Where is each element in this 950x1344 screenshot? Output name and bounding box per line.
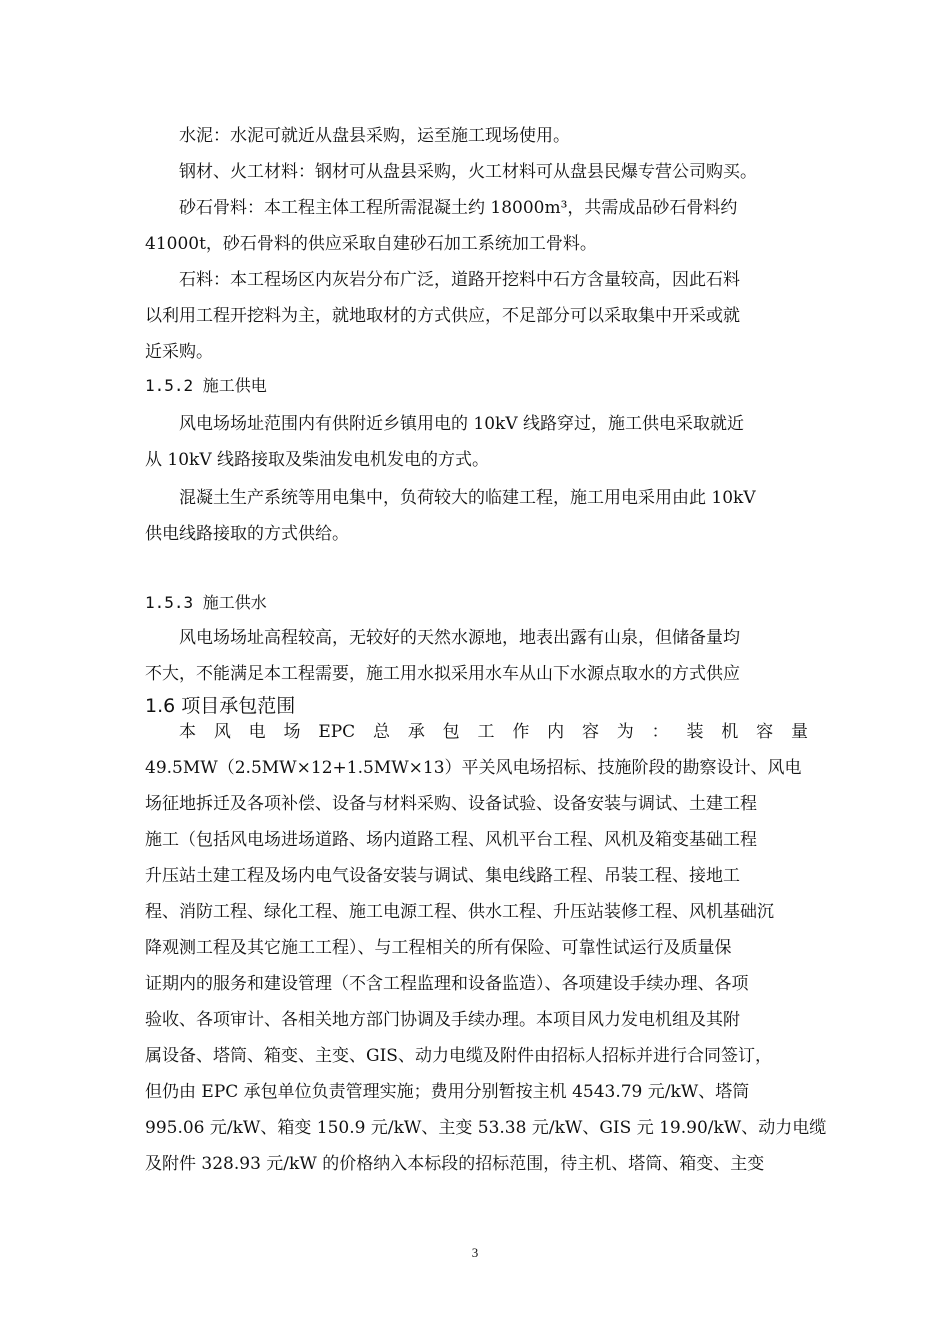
text-line: 场征地拆迁及各项补偿、设备与材料采购、设备试验、设备安装与调试、土建工程 <box>145 794 757 814</box>
text-line: 混凝土生产系统等用电集中，负荷较大的临建工程，施工用电采用由此 10kV <box>179 488 756 508</box>
text-line: 供电线路接取的方式供给。 <box>145 524 349 544</box>
text-line: 钢材、火工材料：钢材可从盘县采购，火工材料可从盘县民爆专营公司购买。 <box>179 162 757 182</box>
heading-1-5-3: 1.5.3 施工供水 <box>145 593 267 612</box>
justified-word: 包 <box>442 722 460 742</box>
text-line: 施工（包括风电场进场道路、场内道路工程、风机平台工程、风机及箱变基础工程 <box>145 830 757 850</box>
text-line: 降观测工程及其它施工工程）、与工程相关的所有保险、可靠性试运行及质量保 <box>145 938 732 958</box>
text-line: 风电场场址范围内有供附近乡镇用电的 10kV 线路穿过，施工供电采取就近 <box>179 414 745 434</box>
paragraph-power-1 <box>145 406 808 478</box>
justified-word: 内 <box>547 722 565 742</box>
justified-word: 量 <box>790 722 808 742</box>
justified-word: 作 <box>512 722 530 742</box>
text-line: 但仍由 EPC 承包单位负责管理实施；费用分别暂按主机 4543.79 元/kW、塔筒 <box>145 1082 750 1102</box>
text-line: 石料：本工程场区内灰岩分布广泛，道路开挖料中石方含量较高，因此石料 <box>179 270 740 290</box>
paragraph-epc-scope <box>145 714 827 1182</box>
justified-word: 本 <box>179 722 196 742</box>
text-line: 风电场场址高程较高，无较好的天然水源地，地表出露有山泉，但储备量均 <box>179 628 740 648</box>
paragraph-cement <box>145 118 808 154</box>
justified-word: 机 <box>721 722 739 742</box>
text-line: 程、消防工程、绿化工程、施工电源工程、供水工程、升压站装修工程、风机基础沉 <box>145 902 774 922</box>
text-line: 升压站土建工程及场内电气设备安装与调试、集电线路工程、吊装工程、接地工 <box>145 866 740 886</box>
justified-word: 容 <box>581 722 599 742</box>
heading-1-6: 1.6 项目承包范围 <box>145 695 296 717</box>
justified-line <box>145 714 808 750</box>
text-line: 属设备、塔筒、箱变、主变、GIS、动力电缆及附件由招标人招标并进行合同签订， <box>145 1046 772 1066</box>
text-line: 砂石骨料：本工程主体工程所需混凝土约 18000m³，共需成品砂石骨料约 <box>179 198 738 218</box>
justified-word: 总 <box>373 722 390 742</box>
heading-1-5-2: 1.5.2 施工供电 <box>145 376 267 395</box>
paragraph-steel <box>145 154 808 190</box>
justified-word: 承 <box>407 722 425 742</box>
justified-word: ： <box>651 722 669 742</box>
justified-word: 工 <box>477 722 495 742</box>
text-line: 及附件 328.93 元/kW 的价格纳入本标段的招标范围，待主机、塔筒、箱变、主变 <box>145 1154 765 1174</box>
justified-word: 容 <box>756 722 774 742</box>
text-line: 水泥：水泥可就近从盘县采购，运至施工现场使用。 <box>179 126 570 146</box>
paragraph-power-2 <box>145 480 808 552</box>
justified-word: 电 <box>248 722 266 742</box>
justified-word: 装 <box>686 722 704 742</box>
text-line: 995.06 元/kW、箱变 150.9 元/kW、主变 53.38 元/kW、GIS 元 19.90/kW、动力电缆 <box>145 1118 827 1138</box>
text-line: 49.5MW（2.5MW×12+1.5MW×13）平关风电场招标、技施阶段的勘察设计、风电 <box>145 758 802 778</box>
justified-word: 风 <box>213 722 231 742</box>
justified-word: 场 <box>283 722 301 742</box>
text-line: 不大，不能满足本工程需要，施工用水拟采用水车从山下水源点取水的方式供应 <box>145 664 740 684</box>
justified-word: EPC <box>318 722 356 742</box>
page-number: 3 <box>471 1245 479 1260</box>
paragraph-stone <box>145 262 808 370</box>
text-line: 以利用工程开挖料为主，就地取材的方式供应，不足部分可以采取集中开采或就 <box>145 306 740 326</box>
text-line: 41000t，砂石骨料的供应采取自建砂石加工系统加工骨料。 <box>145 234 597 254</box>
paragraph-aggregate <box>145 190 808 262</box>
text-line: 证期内的服务和建设管理（不含工程监理和设备监造）、各项建设手续办理、各项 <box>145 974 749 994</box>
text-line: 近采购。 <box>145 342 213 362</box>
justified-word: 为 <box>616 722 634 742</box>
text-line: 从 10kV 线路接取及柴油发电机发电的方式。 <box>145 450 490 470</box>
paragraph-water <box>145 620 808 692</box>
text-line: 验收、各项审计、各相关地方部门协调及手续办理。本项目风力发电机组及其附 <box>145 1010 740 1030</box>
